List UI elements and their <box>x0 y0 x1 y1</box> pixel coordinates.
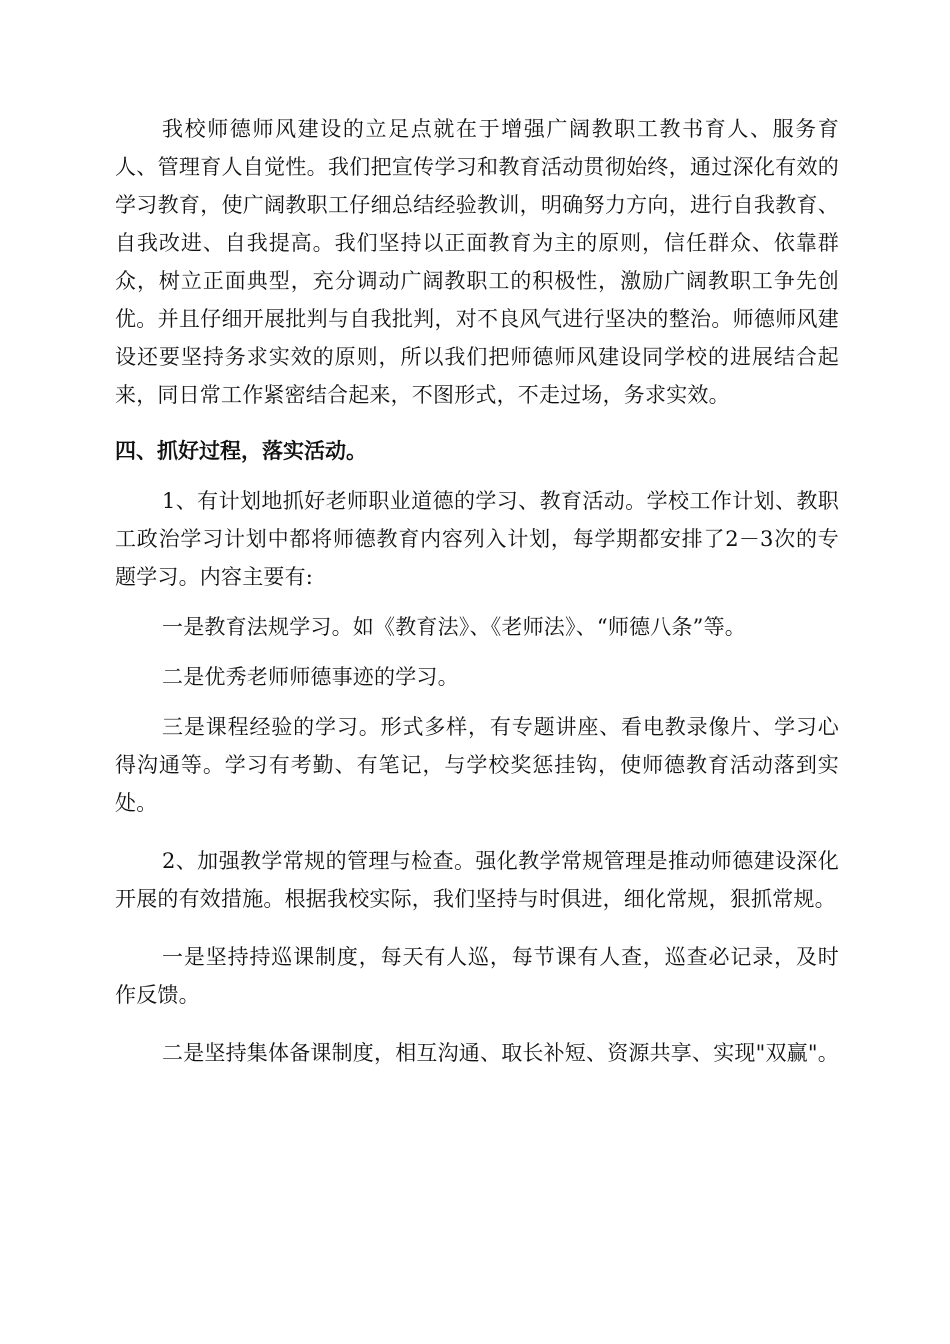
body-paragraph: 我校师德师风建设的立足点就在于增强广阔教职工教书育人、服务育人、管理育人自觉性。我们把宣传学习和教育活动贯彻始终，通过深化有效的学习教育，使广阔教职工仔细总结经验教训，明确努力方向，进行自我教育、自我改进、自我提高。我们坚持以正面教育为主的原则，信任群众、依靠群众，树立正面典型，充分调动广阔教职工的积极性，激励广阔教职工争先创优。并且仔细开展批判与自我批判，对不良风气进行坚决的整治。师德师风建设还要坚持务求实效的原则，所以我们把师德师风建设同学校的进展结合起来，同日常工作紧密结合起来，不图形式，不走过场，务求实效。 <box>115 117 839 407</box>
list-item: 三是课程经验的学习。形式多样，有专题讲座、看电教录像片、学习心得沟通等。学习有考勤、有笔记，与学校奖惩挂钩，使师德教育活动落到实处。 <box>115 715 839 815</box>
list-item: 二是优秀老师师德事迹的学习。 <box>162 665 459 689</box>
document-page <box>115 110 839 1072</box>
section-heading: 四、抓好过程，落实活动。 <box>115 438 367 463</box>
list-item: 一是教育法规学习。如《教育法》、《老师法》、“师德八条”等。 <box>162 615 746 639</box>
list-item: 一是坚持持巡课制度，每天有人巡，每节课有人查，巡查必记录，及时作反馈。 <box>115 945 839 1007</box>
list-item: 1、有计划地抓好老师职业道德的学习、教育活动。学校工作计划、教职工政治学习计划中都将师德教育内容列入计划，每学期都安排了2－3次的专题学习。内容主要有: <box>115 489 839 589</box>
list-item: 二是坚持集体备课制度，相互沟通、取长补短、资源共享、实现"双赢"。 <box>162 1041 839 1065</box>
list-item: 2、加强教学常规的管理与检查。强化教学常规管理是推动师德建设深化开展的有效措施。根据我校实际，我们坚持与时俱进，细化常规，狠抓常规。 <box>115 849 839 911</box>
